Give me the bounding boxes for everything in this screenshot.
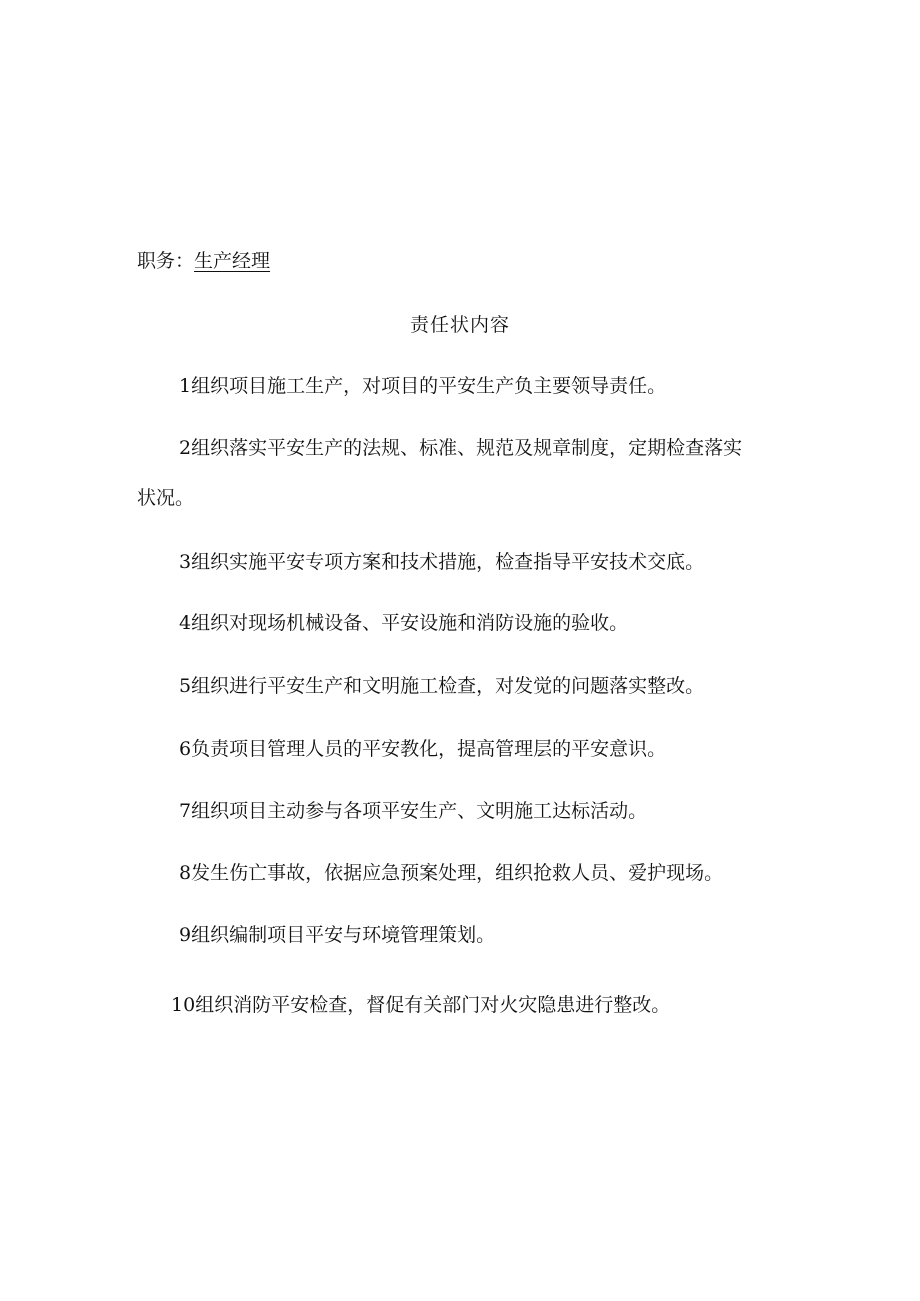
list-item [171, 991, 670, 1019]
item-number: 10 [171, 994, 196, 1016]
item-text: 组织消防平安检查，督促有关部门对火灾隐患进行整改。 [195, 994, 671, 1016]
item-text: 组织对现场机械设备、平安设施和消防设施的验收。 [191, 612, 629, 634]
item-number: 9 [179, 924, 192, 946]
list-item [179, 609, 628, 637]
item-number: 3 [179, 551, 192, 573]
item-number: 8 [179, 862, 192, 884]
item-number: 6 [179, 738, 192, 760]
item-text: 组织进行平安生产和文明施工检查，对发觉的问题落实整改。 [191, 675, 705, 697]
position-value: 生产经理 [194, 250, 271, 272]
item-text: 组织落实平安生产的法规、标准、规范及规章制度，定期检查落实 [191, 437, 743, 459]
item-text: 组织项目施工生产，对项目的平安生产负主要领导责任。 [191, 375, 667, 397]
list-item [179, 372, 666, 400]
item-text: 组织实施平安专项方案和技术措施，检查指导平安技术交底。 [191, 551, 705, 573]
item-number: 1 [179, 375, 192, 397]
item-text: 发生伤亡事故，依据应急预案处理，组织抢救人员、爱护现场。 [191, 862, 724, 884]
list-item [179, 921, 495, 949]
list-item [179, 548, 704, 576]
item-number: 5 [179, 675, 192, 697]
list-item-continuation [137, 484, 194, 512]
position-label: 职务： [137, 250, 195, 272]
item-number: 4 [179, 612, 192, 634]
list-item [179, 859, 723, 887]
list-item [179, 735, 666, 763]
item-number: 2 [179, 437, 192, 459]
list-item [179, 672, 704, 700]
position-line [137, 247, 270, 275]
item-text: 组织项目主动参与各项平安生产、文明施工达标活动。 [191, 800, 648, 822]
list-item [179, 434, 742, 462]
item-text: 负责项目管理人员的平安教化，提高管理层的平安意识。 [191, 738, 667, 760]
item-text: 状况。 [137, 487, 195, 509]
item-number: 7 [179, 800, 192, 822]
document-title: 责任状内容 [409, 314, 510, 336]
item-text: 组织编制项目平安与环境管理策划。 [191, 924, 496, 946]
list-item [179, 797, 647, 825]
